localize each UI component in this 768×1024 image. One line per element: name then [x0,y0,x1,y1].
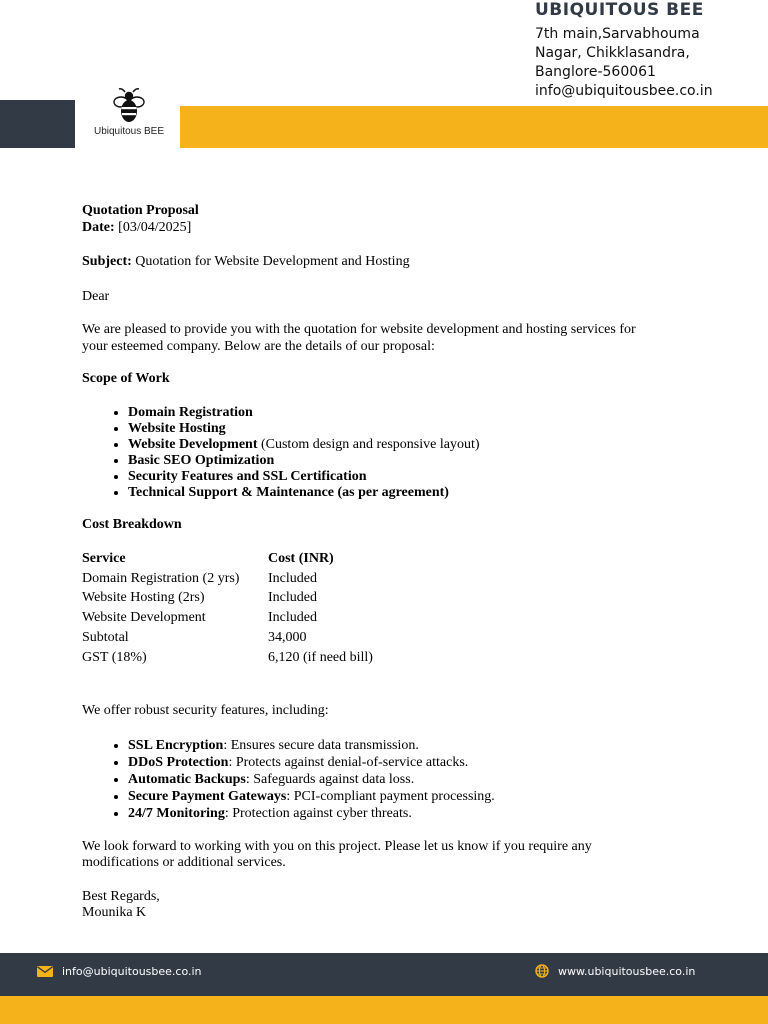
scope-list [82,405,682,501]
scope-item: • Technical Support & Maintenance (as per agreement) [128,485,682,501]
table-row [82,628,373,648]
table-cell: 6,120 (if need bill) [268,649,373,665]
scope-item: • Security Features and SSL Certification [128,469,682,485]
table-header: Cost (INR) [268,551,334,566]
scope-heading: Scope of Work [82,371,170,386]
mail-icon [37,966,53,977]
table-cell: GST (18%) [82,649,147,665]
header-accent-band [180,106,768,148]
footer-email[interactable] [37,962,202,980]
quotation-body [82,203,682,922]
regards: Best Regards, [82,888,160,904]
security-item: • 24/7 Monitoring: Protection against cyber threats. [128,805,682,822]
security-intro: We offer robust security features, including: [82,703,329,719]
address-line: 7th main,Sarvabhouma [535,26,700,42]
table-cell: Subtotal [82,629,129,645]
scope-item: • Basic SEO Optimization [128,453,682,469]
table-cell: Included [268,610,317,626]
closing-paragraph: We look forward to working with you on this project. Please let us know if you require any modifications or additional services. [82,838,592,871]
table-row [82,648,373,668]
table-row [82,608,373,628]
table-row [82,569,373,589]
security-item: • SSL Encryption: Ensures secure data transmission. [128,737,682,754]
address-line: Banglore-560061 [535,64,656,80]
signer-name: Mounika K [82,905,147,921]
table-cell: Included [268,570,317,586]
cost-table [82,549,373,667]
security-item: • DDoS Protection: Protects against denial-of-service attacks. [128,754,682,771]
table-cell: 34,000 [268,629,307,645]
scope-item: • Website Hosting [128,421,682,437]
security-item: • Automatic Backups: Safeguards against data loss. [128,771,682,788]
header-dark-band [0,100,75,148]
scope-item: • Website Development (Custom design and responsive layout) [128,437,682,453]
table-row [82,588,373,608]
logo-text: Ubiquitous BEE [93,126,165,137]
security-list [82,737,682,822]
cost-heading: Cost Breakdown [82,516,182,532]
footer-website-text[interactable]: www.ubiquitousbee.co.in [558,964,696,978]
company-name: UBIQUITOUS BEE [535,0,704,20]
bee-icon [112,86,146,124]
footer-accent-band [0,996,768,1024]
intro-paragraph: We are pleased to provide you with the quotation for website development and hosting services for your esteemed company. Below are the details of our proposal: [82,322,636,354]
address-line: Nagar, Chikklasandra, [535,45,690,61]
table-cell: Website Development [82,610,206,626]
table-cell: Domain Registration (2 yrs) [82,570,240,586]
doc-title: Quotation Proposal [82,203,199,218]
doc-date: Date: [03/04/2025] [82,219,192,235]
security-item: • Secure Payment Gateways: PCI-compliant payment processing. [128,788,682,805]
header-email: info@ubiquitousbee.co.in [535,83,713,99]
footer-website[interactable] [535,962,695,980]
scope-item: • Domain Registration [128,405,682,421]
table-header: Service [82,551,126,566]
company-address [535,25,713,101]
table-cell: Included [268,590,317,606]
globe-icon [535,964,549,978]
doc-subject: Subject: Quotation for Website Development and Hosting [82,254,410,269]
table-cell: Website Hosting (2rs) [82,590,205,606]
table-header-row [82,549,373,569]
footer-email-text[interactable]: info@ubiquitousbee.co.in [62,964,202,978]
greeting: Dear [82,288,110,304]
company-logo [86,86,172,148]
